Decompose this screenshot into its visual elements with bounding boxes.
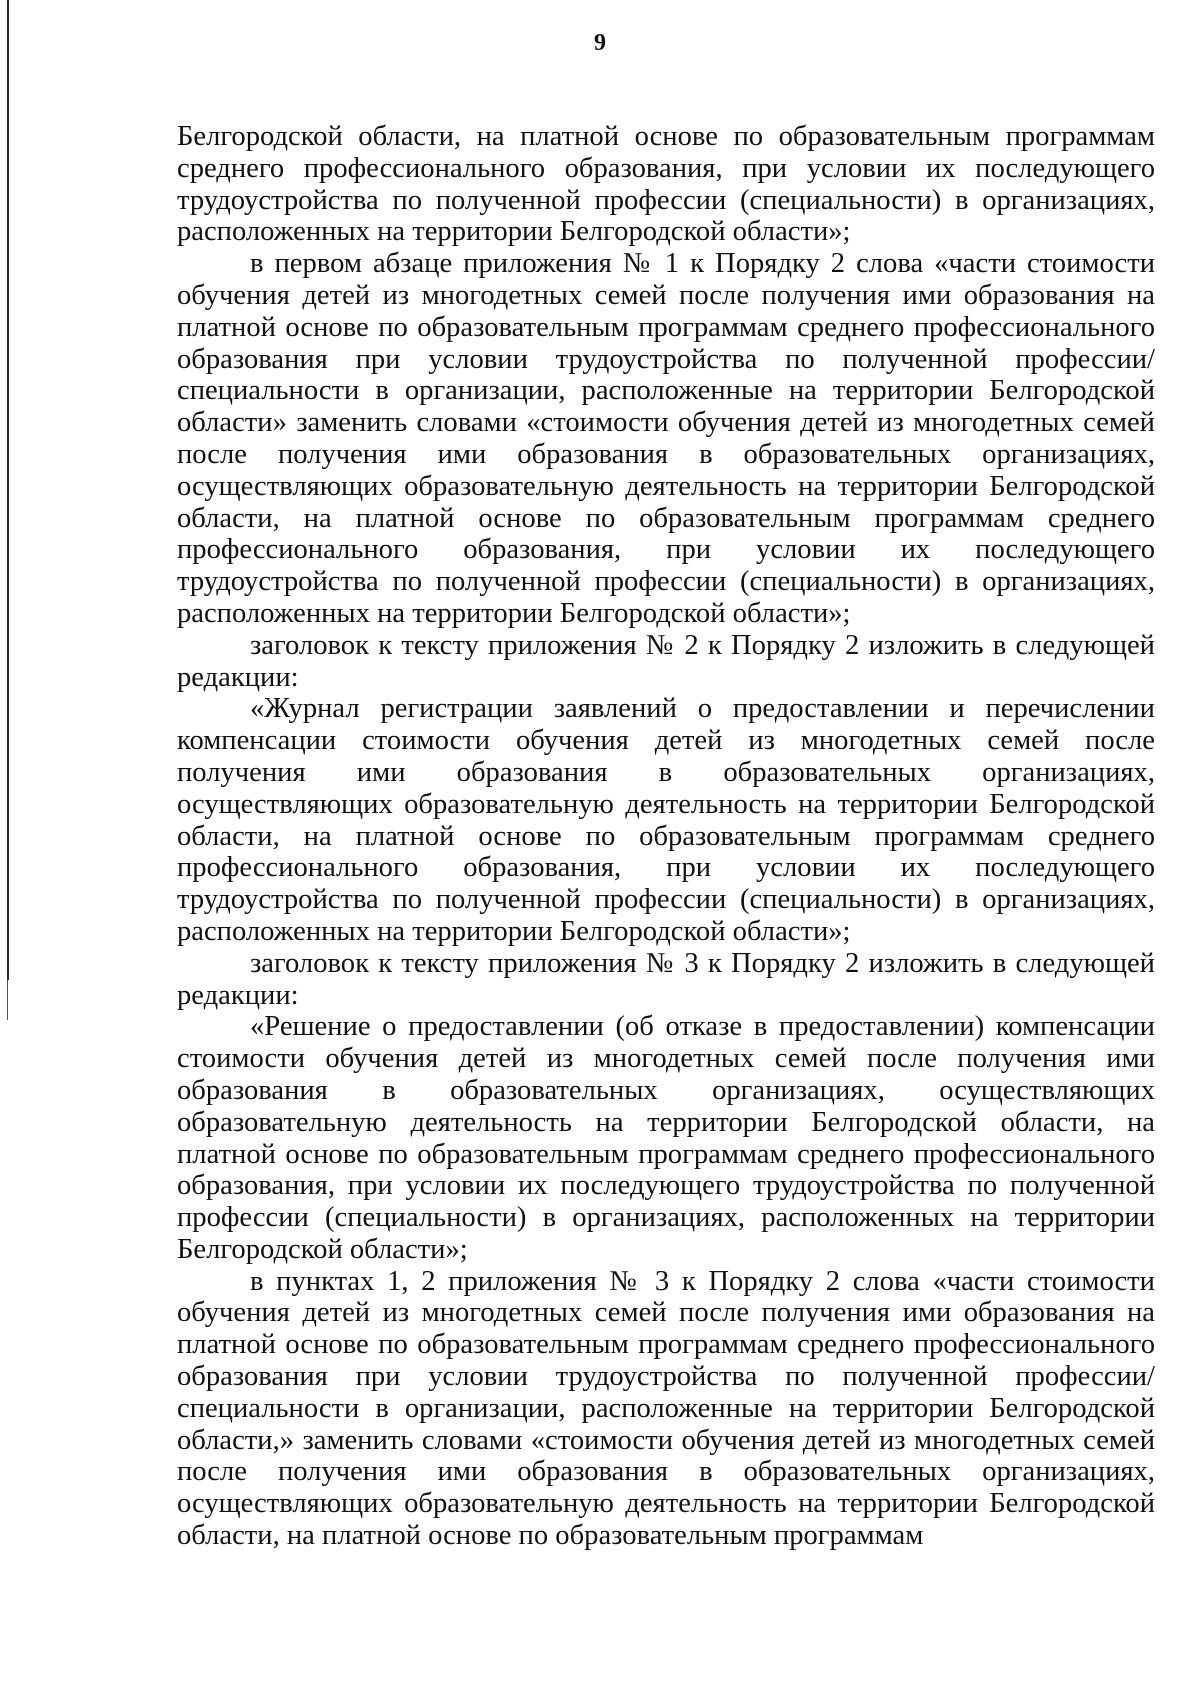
paragraph-appendix2-heading-instruction: заголовок к тексту приложения № 2 к Порядку 2 изложить в следующей редакции: xyxy=(177,629,1155,693)
scan-edge-line-lower xyxy=(7,980,8,1020)
page-number: 9 xyxy=(594,30,606,56)
paragraph-appendix2-heading-text: «Журнал регистрации заявлений о предоставлении и перечислении компенсации стоимости обучения детей из многодетных семей после получения ими образования в образовательных организациях, осуществляющих образовательную деятельность на территории Белгородской области, на платной основе по образовательным программам среднего профессионального образования, при условии их последующего трудоустройства по полученной профессии (специальности) в организациях, расположенных на территории Белгородской области»; xyxy=(177,693,1155,947)
paragraph-appendix3-points-amendment: в пунктах 1, 2 приложения № 3 к Порядку 2 слова «части стоимости обучения детей из многодетных семей после получения ими образования на платной основе по образовательным программам среднего профессионального образования при условии трудоустройства по полученной профессии/специальности в организации, расположенные на территории Белгородской области,» заменить словами «стоимости обучения детей из многодетных семей после получения ими образования в образовательных организациях, осуществляющих образовательную деятельность на территории Белгородской области, на платной основе по образовательным программам xyxy=(177,1265,1155,1552)
scan-edge-line xyxy=(7,0,9,980)
paragraph-appendix3-heading-instruction: заголовок к тексту приложения № 3 к Порядку 2 изложить в следующей редакции: xyxy=(177,947,1155,1011)
paragraph-continuation: Белгородской области, на платной основе по образовательным программам среднего профессионального образования, при условии их последующего трудоустройства по полученной профессии (специальности) в организациях, расположенных на территории Белгородской области»; xyxy=(177,121,1155,248)
paragraph-appendix1-amendment: в первом абзаце приложения № 1 к Порядку 2 слова «части стоимости обучения детей из многодетных семей после получения ими образования на платной основе по образовательным программам среднего профессионального образования при условии трудоустройства по полученной профессии/специальности в организации, расположенные на территории Белгородской области» заменить словами «стоимости обучения детей из многодетных семей после получения ими образования в образовательных организациях, осуществляющих образовательную деятельность на территории Белгородской области, на платной основе по образовательным программам среднего профессионального образования, при условии их последующего трудоустройства по полученной профессии (специальности) в организациях, расположенных на территории Белгородской области»; xyxy=(177,248,1155,629)
paragraph-appendix3-heading-text: «Решение о предоставлении (об отказе в предоставлении) компенсации стоимости обучения детей из многодетных семей после получения ими образования в образовательных организациях, осуществляющих образовательную деятельность на территории Белгородской области, на платной основе по образовательным программам среднего профессионального образования, при условии их последующего трудоустройства по полученной профессии (специальности) в организациях, расположенных на территории Белгородской области»; xyxy=(177,1011,1155,1265)
document-body xyxy=(177,121,1155,1552)
